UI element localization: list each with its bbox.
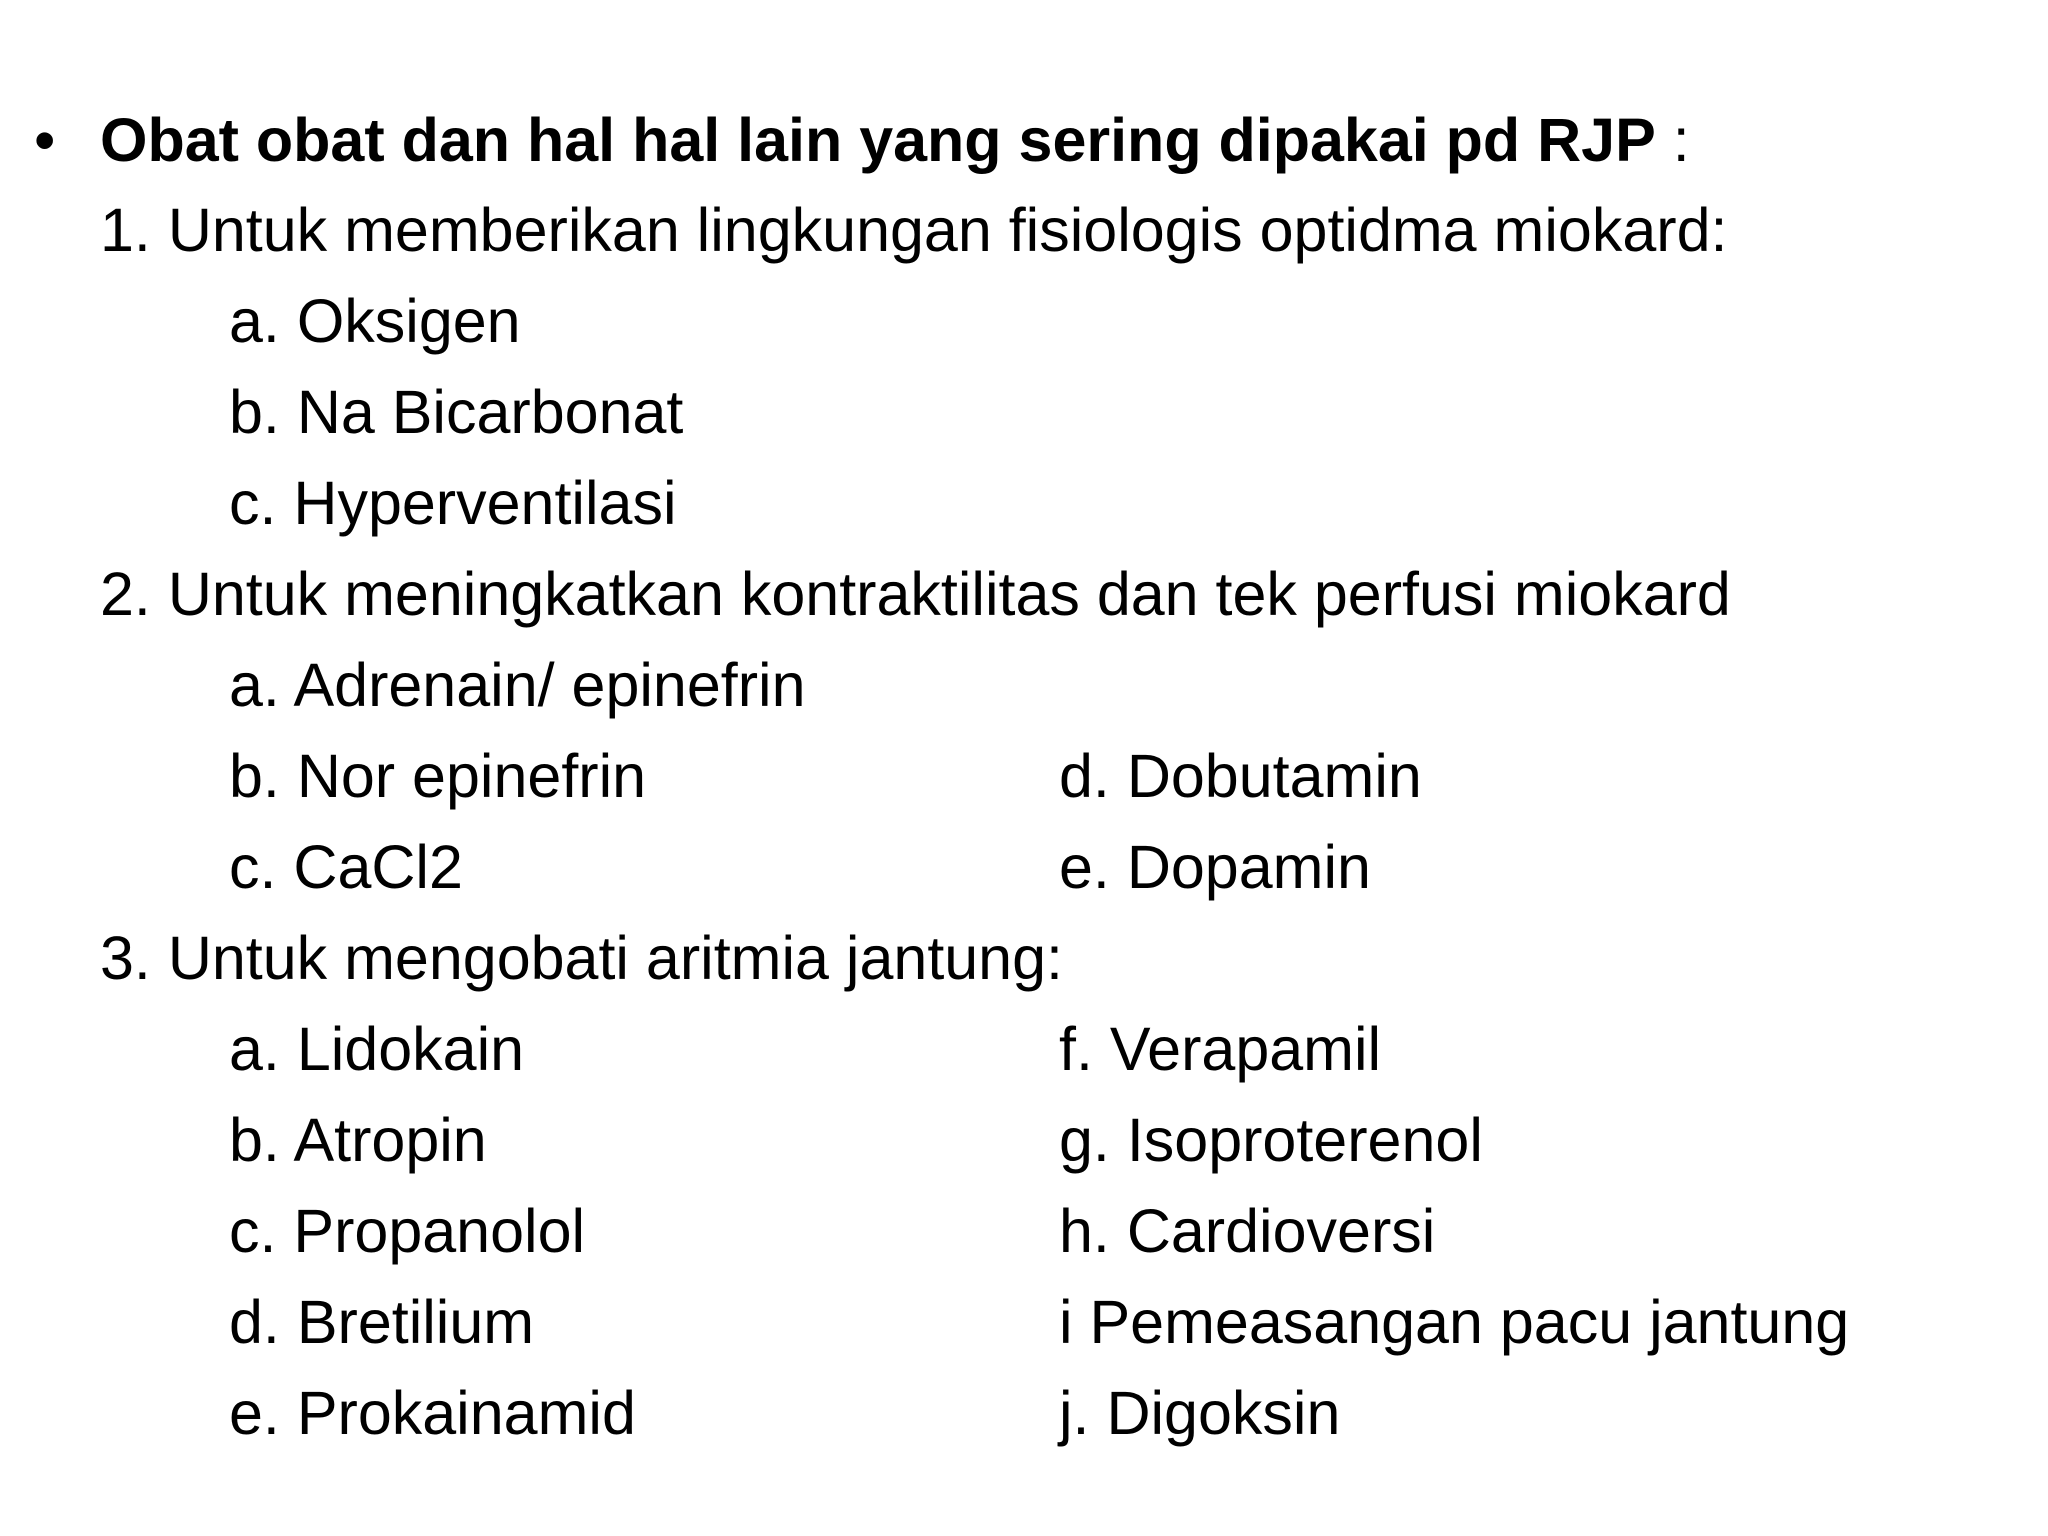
list-item: a. Oksigen (229, 287, 521, 355)
section-title-2: 2. Untuk meningkatkan kontraktilitas dan tek perfusi miokard (100, 560, 1731, 628)
list-item: a. Lidokain (229, 1015, 525, 1083)
heading-suffix: : (1655, 106, 1690, 174)
list-item: c. Hyperventilasi (229, 469, 677, 537)
list-item: e. Prokainamid (229, 1379, 636, 1447)
list-item: i Pemeasangan pacu jantung (1059, 1288, 1850, 1356)
bullet-icon: • (34, 106, 56, 174)
list-item: e. Dopamin (1059, 833, 1371, 901)
section-title-1: 1. Untuk memberikan lingkungan fisiologis optidma miokard: (100, 196, 1728, 264)
list-item: a. Adrenain/ epinefrin (229, 651, 806, 719)
list-item: d. Dobutamin (1059, 742, 1422, 810)
slide-heading (100, 104, 1690, 176)
list-item: j. Digoksin (1059, 1379, 1341, 1447)
list-item: b. Na Bicarbonat (229, 378, 684, 446)
list-item: f. Verapamil (1059, 1015, 1382, 1083)
heading-bold-text: Obat obat dan hal hal lain yang sering dipakai pd RJP (100, 106, 1656, 174)
list-item: h. Cardioversi (1059, 1197, 1436, 1265)
list-item: g. Isoproterenol (1059, 1106, 1483, 1174)
list-item: c. Propanolol (229, 1197, 586, 1265)
list-item: c. CaCl2 (229, 833, 463, 901)
section-title-3: 3. Untuk mengobati aritmia jantung: (100, 924, 1063, 992)
list-item: d. Bretilium (229, 1288, 535, 1356)
list-item: b. Atropin (229, 1106, 487, 1174)
list-item: b. Nor epinefrin (229, 742, 647, 810)
